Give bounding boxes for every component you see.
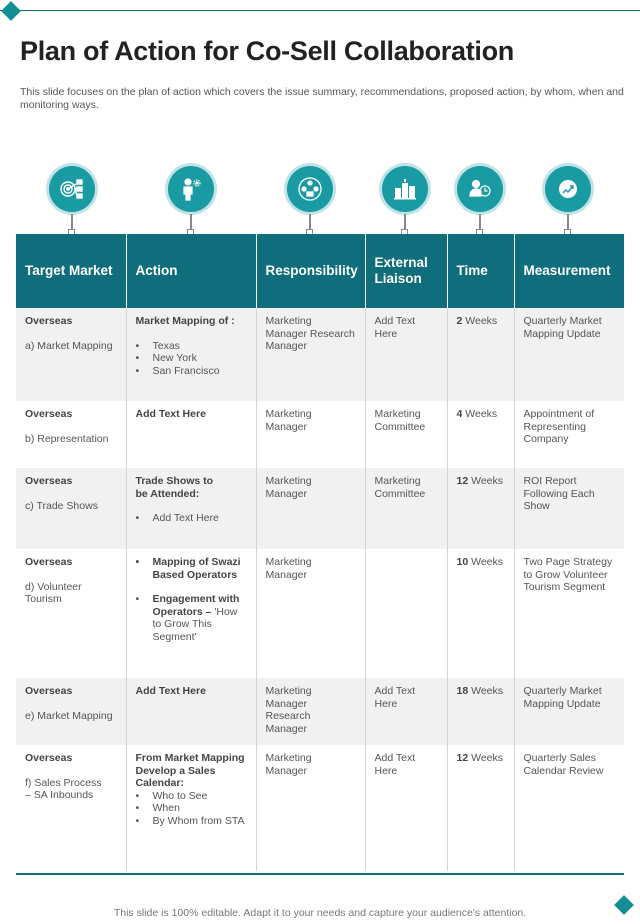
cell-action: From Market Mapping Develop a Sales Calendar: • Who to See • When • By Whom from STA <box>126 745 256 871</box>
page-title: Plan of Action for Co-Sell Collaboration <box>20 36 514 66</box>
cell-measurement: ROI Report Following Each Show <box>514 468 624 549</box>
column-icon-6 <box>545 164 591 236</box>
cell-responsibility: Marketing Manager <box>256 468 365 549</box>
cell-action: Add Text Here <box>126 678 256 745</box>
cell-responsibility: Marketing Manager <box>256 549 365 678</box>
cell-measurement: Two Page Strategy to Grow Volunteer Tourism Segment <box>514 549 624 678</box>
header-responsibility: Responsibility <box>256 234 365 308</box>
table-row <box>16 745 624 871</box>
table-row <box>16 308 624 401</box>
column-icons <box>16 164 624 236</box>
footer-note: This slide is 100% editable. Adapt it to your needs and capture your audience's attention. <box>113 907 527 919</box>
cell-responsibility: Marketing Manager Research Manager <box>256 308 365 401</box>
page-subtitle: This slide focuses on the plan of action which covers the issue summary, recommendations, proposed action, by whom, when and monitoring ways. <box>20 86 624 111</box>
cell-liaison <box>365 549 447 678</box>
cell-action: Market Mapping of : • Texas • New York • San Francisco <box>126 308 256 401</box>
cell-measurement: Appointment of Representing Company <box>514 401 624 468</box>
header-measurement: Measurement <box>514 234 624 308</box>
column-icon-5 <box>457 164 503 236</box>
corner-diamond-top <box>1 1 21 21</box>
cell-time: 12 Weeks <box>447 468 514 549</box>
column-icon-4 <box>382 164 428 236</box>
team-network-icon <box>287 166 333 212</box>
column-icon-1 <box>49 164 95 236</box>
cell-liaison: Add Text Here <box>365 308 447 401</box>
top-rule <box>0 10 640 11</box>
cell-target-market: Overseas e) Market Mapping <box>16 678 126 745</box>
table-row <box>16 468 624 549</box>
cell-target-market: Overseas a) Market Mapping <box>16 308 126 401</box>
cell-liaison: Marketing Committee <box>365 468 447 549</box>
cell-liaison: Marketing Committee <box>365 401 447 468</box>
cell-target-market: Overseas b) Representation <box>16 401 126 468</box>
user-clock-icon <box>457 166 503 212</box>
bottom-rule <box>16 873 624 875</box>
table-header-row <box>16 234 624 308</box>
buildings-icon <box>382 166 428 212</box>
cell-measurement: Quarterly Market Mapping Update <box>514 678 624 745</box>
header-time: Time <box>447 234 514 308</box>
header-external-liaison: External Liaison <box>365 234 447 308</box>
cell-time: 12 Weeks <box>447 745 514 871</box>
column-icon-2 <box>168 164 214 236</box>
cell-liaison: Add Text Here <box>365 745 447 871</box>
target-network-icon <box>49 166 95 212</box>
table-row <box>16 549 624 678</box>
cell-time: 18 Weeks <box>447 678 514 745</box>
header-target-market: Target Market <box>16 234 126 308</box>
cell-action: • Mapping of Swazi Based Operators • Engagement with Operators – 'How to Grow This Segment' <box>126 549 256 678</box>
cell-target-market: Overseas d) Volunteer Tourism <box>16 549 126 678</box>
cell-time: 4 Weeks <box>447 401 514 468</box>
cell-action: Trade Shows to be Attended: • Add Text Here <box>126 468 256 549</box>
cell-target-market: Overseas c) Trade Shows <box>16 468 126 549</box>
cell-measurement: Quarterly Sales Calendar Review <box>514 745 624 871</box>
cell-responsibility: Marketing Manager Research Manager <box>256 678 365 745</box>
table-row <box>16 401 624 468</box>
table-row <box>16 678 624 745</box>
cell-responsibility: Marketing Manager <box>256 745 365 871</box>
cell-action: Add Text Here <box>126 401 256 468</box>
cell-time: 2 Weeks <box>447 308 514 401</box>
person-gear-icon <box>168 166 214 212</box>
header-action: Action <box>126 234 256 308</box>
action-plan-table <box>16 234 624 871</box>
column-icon-3 <box>287 164 333 236</box>
cell-liaison: Add Text Here <box>365 678 447 745</box>
cell-time: 10 Weeks <box>447 549 514 678</box>
cell-target-market: Overseas f) Sales Process – SA Inbounds <box>16 745 126 871</box>
growth-chart-icon <box>545 166 591 212</box>
cell-measurement: Quarterly Market Mapping Update <box>514 308 624 401</box>
cell-responsibility: Marketing Manager <box>256 401 365 468</box>
